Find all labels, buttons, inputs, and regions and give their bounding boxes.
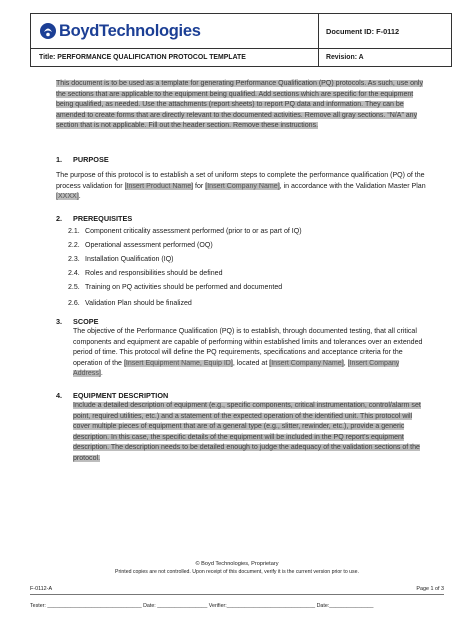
equipment-description-text: Include a detailed description of equipment (e.g., specific components, critical instrumentation, control/alarm set point, required utilities, etc.) and a statement of the expected operation of the identified unit. This protocol will cover multiple pieces of equipment that are of a general type (e.g., slitter, rewinder, etc.), provide a generic description. In this case, the specific details of the equipment will be included in the PQ report’s equipment description. The description needs to be detailed enough to judge the adequacy of the validation sections of the protocol. [73, 402, 421, 462]
section-scope-heading [56, 317, 99, 326]
purpose-text: The purpose of this protocol is to establish a set of uniform steps to complete the performance qualification (PQ) of the process validation for [56, 172, 425, 190]
item-number: 2.3. [68, 256, 80, 263]
equipment-description-block [73, 401, 429, 465]
section-number: 2. [56, 214, 63, 223]
item-label: Validation Plan should be finalized [85, 300, 192, 307]
scope-paragraph [73, 327, 429, 380]
header-table [30, 13, 452, 67]
section-number: 4. [56, 391, 63, 400]
footer-proprietary: © Boyd Technologies, Proprietary [195, 561, 279, 567]
prerequisite-item [68, 270, 223, 277]
section-number: 3. [56, 317, 63, 326]
section-prerequisites-heading [56, 214, 132, 223]
prerequisite-item [68, 228, 302, 235]
item-number: 2.1. [68, 228, 80, 235]
section-title: PREREQUISITES [73, 214, 133, 223]
logo-text: BoydTechnologies [59, 21, 201, 40]
prerequisite-item [68, 300, 192, 307]
item-label: Training on PQ activities should be performed and documented [85, 284, 283, 291]
item-number: 2.6. [68, 300, 80, 307]
company-address-field[interactable]: [Insert Company Address] [73, 359, 400, 378]
page-number: Page 1 of 3 [416, 586, 444, 592]
instructions-text: This document is to be used as a template for generating Performance Qualification (PQ) protocols. As such, use only the sections that are applicable to the equipment being qualified. Add sections which are specific for the equipment being qualified, as needed. Use the attachments (report sheets) to report PQ data and information. They can be amended to create forms that are directly relevant to the documented activities. Remove all gray sections. “N/A” any section that is not applicable. Fill out the header section. Remove these instructions. [56, 80, 424, 130]
validation-plan-field[interactable]: [XXXX] [56, 193, 79, 201]
item-label: Roles and responsibilities should be defined [85, 270, 223, 277]
signature-line[interactable]: Tester: ________________________________ Date: _________________ Verifier:______________________________ Date:_______________ [30, 603, 374, 609]
revision: Revision: A [326, 54, 364, 61]
prerequisite-item [68, 242, 213, 249]
purpose-paragraph [56, 171, 426, 203]
prerequisite-item [68, 284, 282, 291]
boyd-logo-icon [39, 22, 57, 40]
document-title: Title: PERFORMANCE QUALIFICATION PROTOCOL TEMPLATE [31, 49, 319, 66]
footer-divider [30, 594, 444, 595]
item-label: Operational assessment performed (OQ) [85, 242, 213, 249]
company-name-field[interactable]: [Insert Company Name] [205, 182, 280, 190]
document-id: Document ID: F-0112 [326, 26, 400, 36]
equipment-name-field[interactable]: [Insert Equipment Name, Equip ID] [123, 359, 233, 367]
instructions-block [56, 79, 426, 132]
company-logo [39, 22, 201, 41]
scope-text: The objective of the Performance Qualification (PQ) is to establish, through documented testing, that all critical components and equipment are capable of performing within established limits and tolerances over an extended period of time. This protocol will define the PQ requirements, specifications and acceptance criteria for the operation of the [73, 328, 423, 367]
item-number: 2.5. [68, 284, 80, 291]
product-name-field[interactable]: [Insert Product Name] [124, 182, 194, 190]
footer-notice: Printed copies are not controlled. Upon receipt of this document, verify it is the current version prior to use. [115, 569, 359, 575]
purpose-text: . [78, 193, 81, 201]
item-number: 2.4. [68, 270, 80, 277]
form-id: F-0112-A [30, 586, 53, 592]
item-label: Component criticality assessment performed (prior to or as part of IQ) [85, 228, 302, 235]
scope-text: . [100, 370, 103, 378]
section-title: PURPOSE [73, 155, 109, 164]
section-purpose-heading [56, 155, 109, 164]
logo-cell [31, 14, 319, 48]
section-title: SCOPE [73, 317, 99, 326]
section-number: 1. [56, 155, 63, 164]
company-name-field[interactable]: [Insert Company Name] [269, 359, 344, 367]
item-label: Installation Qualification (IQ) [85, 256, 174, 263]
prerequisite-item [68, 256, 174, 263]
scope-text: , located at [232, 359, 270, 367]
purpose-text: for [193, 182, 206, 190]
section-equipment-heading [56, 391, 168, 400]
purpose-text: , in accordance with the Validation Master Plan [279, 182, 426, 190]
scope-text: , [343, 359, 348, 367]
section-title: EQUIPMENT DESCRIPTION [73, 391, 169, 400]
item-number: 2.2. [68, 242, 80, 249]
